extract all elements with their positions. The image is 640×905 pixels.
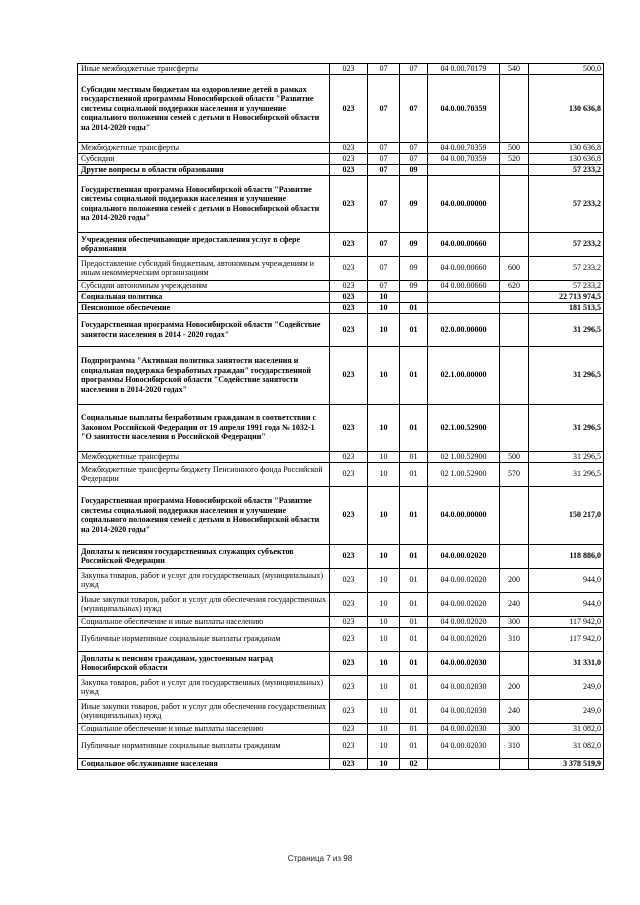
subsection-code: 01 bbox=[400, 302, 428, 313]
section-code: 10 bbox=[368, 313, 400, 346]
department-code: 023 bbox=[330, 143, 368, 154]
amount: 57 233,2 bbox=[529, 256, 604, 280]
table-row bbox=[78, 451, 604, 462]
target-article-code: 04.0.00.02030 bbox=[428, 651, 500, 675]
budget-item-name: Пенсионное обеспечение bbox=[78, 302, 330, 313]
table-row bbox=[78, 175, 604, 232]
department-code: 023 bbox=[330, 346, 368, 404]
table-row bbox=[78, 616, 604, 627]
expense-type-code bbox=[500, 313, 529, 346]
department-code: 023 bbox=[330, 175, 368, 232]
subsection-code: 07 bbox=[400, 154, 428, 165]
target-article-code: 04 0.00.02030 bbox=[428, 699, 500, 723]
department-code: 023 bbox=[330, 651, 368, 675]
budget-item-name: Социальная политика bbox=[78, 291, 330, 302]
budget-item-name: Межбюджетные трансферты bbox=[78, 143, 330, 154]
target-article-code: 04.0.00.00000 bbox=[428, 486, 500, 544]
department-code: 023 bbox=[330, 256, 368, 280]
section-code: 07 bbox=[368, 154, 400, 165]
amount: 117 942,0 bbox=[529, 627, 604, 651]
budget-table bbox=[77, 63, 604, 770]
budget-item-name: Иные закупки товаров, работ и услуг для обеспечения государственных (муниципальных) нужд bbox=[78, 699, 330, 723]
subsection-code: 01 bbox=[400, 734, 428, 758]
table-row bbox=[78, 723, 604, 734]
budget-item-name: Субсидии местным бюджетам на оздоровление детей в рамках государственной программы Новосибирской области "Развитие системы социальной поддержки населения и улучшение социального положения семей с детьми в Новосибирской области на 2014-2020 годы" bbox=[78, 75, 330, 143]
amount: 57 233,2 bbox=[529, 232, 604, 256]
department-code: 023 bbox=[330, 627, 368, 651]
amount: 3 378 519,9 bbox=[529, 758, 604, 769]
table-row bbox=[78, 592, 604, 616]
table-row bbox=[78, 75, 604, 143]
amount: 249,0 bbox=[529, 699, 604, 723]
expense-type-code bbox=[500, 544, 529, 568]
table-row bbox=[78, 651, 604, 675]
table-row bbox=[78, 486, 604, 544]
target-article-code: 04 0.00.70359 bbox=[428, 143, 500, 154]
table-row bbox=[78, 302, 604, 313]
amount: 181 513,5 bbox=[529, 302, 604, 313]
section-code: 07 bbox=[368, 232, 400, 256]
budget-item-name: Доплаты к пенсиям гражданам, удостоенным наград Новосибирской области bbox=[78, 651, 330, 675]
budget-table-container bbox=[77, 63, 603, 770]
department-code: 023 bbox=[330, 699, 368, 723]
table-row bbox=[78, 154, 604, 165]
department-code: 023 bbox=[330, 64, 368, 75]
target-article-code: 02.1.00.52900 bbox=[428, 404, 500, 451]
subsection-code: 02 bbox=[400, 758, 428, 769]
section-code: 10 bbox=[368, 758, 400, 769]
expense-type-code: 200 bbox=[500, 675, 529, 699]
budget-item-name: Социальное обеспечение и иные выплаты населению bbox=[78, 616, 330, 627]
section-code: 10 bbox=[368, 462, 400, 486]
target-article-code: 04 0.00.02020 bbox=[428, 616, 500, 627]
subsection-code: 01 bbox=[400, 346, 428, 404]
amount: 130 636,8 bbox=[529, 143, 604, 154]
section-code: 10 bbox=[368, 699, 400, 723]
department-code: 023 bbox=[330, 280, 368, 291]
department-code: 023 bbox=[330, 232, 368, 256]
expense-type-code: 520 bbox=[500, 154, 529, 165]
budget-item-name: Закупка товаров, работ и услуг для государственных (муниципальных) нужд bbox=[78, 675, 330, 699]
amount: 130 636,8 bbox=[529, 154, 604, 165]
amount: 31 296,5 bbox=[529, 451, 604, 462]
expense-type-code bbox=[500, 758, 529, 769]
section-code: 07 bbox=[368, 256, 400, 280]
table-row bbox=[78, 462, 604, 486]
subsection-code: 01 bbox=[400, 675, 428, 699]
table-row bbox=[78, 280, 604, 291]
section-code: 07 bbox=[368, 64, 400, 75]
amount: 117 942,0 bbox=[529, 616, 604, 627]
expense-type-code bbox=[500, 232, 529, 256]
department-code: 023 bbox=[330, 164, 368, 175]
section-code: 10 bbox=[368, 616, 400, 627]
budget-item-name: Доплаты к пенсиям государственных служащих субъектов Российской Федерации bbox=[78, 544, 330, 568]
target-article-code: 04.0.00.00660 bbox=[428, 232, 500, 256]
target-article-code: 02 1.00.52900 bbox=[428, 462, 500, 486]
subsection-code: 07 bbox=[400, 64, 428, 75]
target-article-code: 04 0.00.70359 bbox=[428, 154, 500, 165]
table-row bbox=[78, 404, 604, 451]
amount: 31 296,5 bbox=[529, 313, 604, 346]
expense-type-code: 500 bbox=[500, 143, 529, 154]
budget-item-name: Иные закупки товаров, работ и услуг для обеспечения государственных (муниципальных) нужд bbox=[78, 592, 330, 616]
expense-type-code: 540 bbox=[500, 64, 529, 75]
subsection-code: 09 bbox=[400, 280, 428, 291]
expense-type-code: 200 bbox=[500, 568, 529, 592]
expense-type-code bbox=[500, 75, 529, 143]
target-article-code: 04.0.00.00000 bbox=[428, 175, 500, 232]
subsection-code: 01 bbox=[400, 723, 428, 734]
budget-item-name: Подпрограмма "Активная политика занятости населения и социальная поддержка безработных граждан" государственной программы Новосибирской области "Содействие занятости населения в 2014-2020 годах" bbox=[78, 346, 330, 404]
department-code: 023 bbox=[330, 75, 368, 143]
subsection-code: 07 bbox=[400, 75, 428, 143]
section-code: 07 bbox=[368, 75, 400, 143]
table-row bbox=[78, 291, 604, 302]
table-row bbox=[78, 699, 604, 723]
expense-type-code: 620 bbox=[500, 280, 529, 291]
budget-item-name: Субсидии автономным учреждениям bbox=[78, 280, 330, 291]
section-code: 10 bbox=[368, 486, 400, 544]
target-article-code: 04.0.00.70359 bbox=[428, 75, 500, 143]
table-row bbox=[78, 256, 604, 280]
subsection-code: 01 bbox=[400, 486, 428, 544]
target-article-code: 04 0.00.00660 bbox=[428, 256, 500, 280]
expense-type-code: 300 bbox=[500, 723, 529, 734]
section-code: 10 bbox=[368, 346, 400, 404]
amount: 500,0 bbox=[529, 64, 604, 75]
section-code: 10 bbox=[368, 404, 400, 451]
subsection-code: 01 bbox=[400, 627, 428, 651]
section-code: 07 bbox=[368, 164, 400, 175]
subsection-code: 01 bbox=[400, 592, 428, 616]
amount: 150 217,0 bbox=[529, 486, 604, 544]
target-article-code: 02.1.00.00000 bbox=[428, 346, 500, 404]
budget-item-name: Учреждения обеспечивающие предоставления услуг в сфере образования bbox=[78, 232, 330, 256]
budget-item-name: Закупка товаров, работ и услуг для государственных (муниципальных) нужд bbox=[78, 568, 330, 592]
target-article-code: 04 0.00.02020 bbox=[428, 627, 500, 651]
department-code: 023 bbox=[330, 451, 368, 462]
subsection-code: 01 bbox=[400, 451, 428, 462]
budget-item-name: Социальное обеспечение и иные выплаты населению bbox=[78, 723, 330, 734]
target-article-code: 04 0.00.02030 bbox=[428, 675, 500, 699]
amount: 31 296,5 bbox=[529, 346, 604, 404]
target-article-code: 04 0.00.70179 bbox=[428, 64, 500, 75]
subsection-code: 09 bbox=[400, 256, 428, 280]
expense-type-code: 240 bbox=[500, 699, 529, 723]
section-code: 10 bbox=[368, 734, 400, 758]
table-row bbox=[78, 544, 604, 568]
section-code: 10 bbox=[368, 291, 400, 302]
amount: 31 296,5 bbox=[529, 404, 604, 451]
target-article-code: 04 0.00.02030 bbox=[428, 734, 500, 758]
expense-type-code bbox=[500, 404, 529, 451]
table-row bbox=[78, 346, 604, 404]
budget-item-name: Субсидии bbox=[78, 154, 330, 165]
subsection-code: 01 bbox=[400, 462, 428, 486]
section-code: 10 bbox=[368, 568, 400, 592]
subsection-code: 01 bbox=[400, 699, 428, 723]
amount: 57 233,2 bbox=[529, 280, 604, 291]
expense-type-code bbox=[500, 175, 529, 232]
target-article-code: 04 0.00.02030 bbox=[428, 723, 500, 734]
table-row bbox=[78, 758, 604, 769]
department-code: 023 bbox=[330, 313, 368, 346]
subsection-code: 07 bbox=[400, 143, 428, 154]
target-article-code: 04 0.00.02020 bbox=[428, 592, 500, 616]
table-row bbox=[78, 313, 604, 346]
section-code: 10 bbox=[368, 723, 400, 734]
amount: 944,0 bbox=[529, 592, 604, 616]
table-row bbox=[78, 734, 604, 758]
department-code: 023 bbox=[330, 592, 368, 616]
department-code: 023 bbox=[330, 758, 368, 769]
section-code: 10 bbox=[368, 544, 400, 568]
amount: 31 082,0 bbox=[529, 723, 604, 734]
amount: 31 296,5 bbox=[529, 462, 604, 486]
expense-type-code: 310 bbox=[500, 734, 529, 758]
department-code: 023 bbox=[330, 302, 368, 313]
amount: 130 636,8 bbox=[529, 75, 604, 143]
budget-item-name: Другие вопросы в области образования bbox=[78, 164, 330, 175]
expense-type-code: 500 bbox=[500, 451, 529, 462]
department-code: 023 bbox=[330, 486, 368, 544]
table-row bbox=[78, 143, 604, 154]
budget-item-name: Межбюджетные трансферты bbox=[78, 451, 330, 462]
budget-item-name: Публичные нормативные социальные выплаты гражданам bbox=[78, 734, 330, 758]
section-code: 10 bbox=[368, 451, 400, 462]
table-row bbox=[78, 164, 604, 175]
expense-type-code bbox=[500, 291, 529, 302]
target-article-code: 02.0.00.00000 bbox=[428, 313, 500, 346]
section-code: 07 bbox=[368, 143, 400, 154]
department-code: 023 bbox=[330, 568, 368, 592]
expense-type-code bbox=[500, 164, 529, 175]
section-code: 10 bbox=[368, 651, 400, 675]
subsection-code: 01 bbox=[400, 568, 428, 592]
budget-item-name: Государственная программа Новосибирской области "Развитие системы социальной поддержки населения и улучшение социального положения семей с детьми в Новосибирской области на 2014-2020 годы" bbox=[78, 486, 330, 544]
table-row bbox=[78, 627, 604, 651]
section-code: 10 bbox=[368, 592, 400, 616]
table-row bbox=[78, 64, 604, 75]
subsection-code: 01 bbox=[400, 313, 428, 346]
target-article-code: 02 1.00.52900 bbox=[428, 451, 500, 462]
department-code: 023 bbox=[330, 723, 368, 734]
expense-type-code bbox=[500, 486, 529, 544]
target-article-code bbox=[428, 164, 500, 175]
target-article-code: 04 0.00.00660 bbox=[428, 280, 500, 291]
section-code: 10 bbox=[368, 302, 400, 313]
subsection-code: 01 bbox=[400, 651, 428, 675]
subsection-code: 09 bbox=[400, 175, 428, 232]
budget-item-name: Социальное обслуживание населения bbox=[78, 758, 330, 769]
table-row bbox=[78, 232, 604, 256]
amount: 31 082,0 bbox=[529, 734, 604, 758]
amount: 22 713 974,5 bbox=[529, 291, 604, 302]
expense-type-code bbox=[500, 346, 529, 404]
target-article-code bbox=[428, 291, 500, 302]
subsection-code: 01 bbox=[400, 616, 428, 627]
expense-type-code: 300 bbox=[500, 616, 529, 627]
target-article-code: 04.0.00.02020 bbox=[428, 544, 500, 568]
expense-type-code: 600 bbox=[500, 256, 529, 280]
amount: 118 886,0 bbox=[529, 544, 604, 568]
expense-type-code: 240 bbox=[500, 592, 529, 616]
table-row bbox=[78, 675, 604, 699]
department-code: 023 bbox=[330, 616, 368, 627]
expense-type-code bbox=[500, 651, 529, 675]
department-code: 023 bbox=[330, 675, 368, 699]
section-code: 07 bbox=[368, 280, 400, 291]
section-code: 07 bbox=[368, 175, 400, 232]
page-footer: Страница 7 из 98 bbox=[287, 854, 353, 863]
department-code: 023 bbox=[330, 154, 368, 165]
subsection-code: 09 bbox=[400, 232, 428, 256]
target-article-code bbox=[428, 302, 500, 313]
amount: 57 233,2 bbox=[529, 175, 604, 232]
amount: 57 233,2 bbox=[529, 164, 604, 175]
department-code: 023 bbox=[330, 404, 368, 451]
expense-type-code: 310 bbox=[500, 627, 529, 651]
budget-item-name: Межбюджетные трансферты бюджету Пенсионного фонда Российской Федерации bbox=[78, 462, 330, 486]
target-article-code: 04 0.00.02020 bbox=[428, 568, 500, 592]
department-code: 023 bbox=[330, 544, 368, 568]
subsection-code: 09 bbox=[400, 164, 428, 175]
section-code: 10 bbox=[368, 627, 400, 651]
subsection-code: 01 bbox=[400, 544, 428, 568]
amount: 31 331,0 bbox=[529, 651, 604, 675]
subsection-code bbox=[400, 291, 428, 302]
budget-item-name: Иные межбюджетные трансферты bbox=[78, 64, 330, 75]
amount: 249,0 bbox=[529, 675, 604, 699]
table-row bbox=[78, 568, 604, 592]
department-code: 023 bbox=[330, 462, 368, 486]
department-code: 023 bbox=[330, 291, 368, 302]
budget-item-name: Предоставление субсидий бюджетным, автономным учреждениям и иным некоммерческим организациям bbox=[78, 256, 330, 280]
expense-type-code: 570 bbox=[500, 462, 529, 486]
budget-table-body bbox=[78, 64, 604, 770]
budget-item-name: Социальные выплаты безработным гражданам в соответствии с Законом Российской Федерации от 19 апреля 1991 года № 1032-1 "О занятости населения в Российской Федерации" bbox=[78, 404, 330, 451]
budget-item-name: Государственная программа Новосибирской области "Содействие занятости населения в 2014 - 2020 годах" bbox=[78, 313, 330, 346]
budget-item-name: Публичные нормативные социальные выплаты гражданам bbox=[78, 627, 330, 651]
subsection-code: 01 bbox=[400, 404, 428, 451]
section-code: 10 bbox=[368, 675, 400, 699]
budget-item-name: Государственная программа Новосибирской области "Развитие системы социальной поддержки населения и улучшение социального положения семей с детьми в Новосибирской области на 2014-2020 годы" bbox=[78, 175, 330, 232]
target-article-code bbox=[428, 758, 500, 769]
amount: 944,0 bbox=[529, 568, 604, 592]
department-code: 023 bbox=[330, 734, 368, 758]
expense-type-code bbox=[500, 302, 529, 313]
